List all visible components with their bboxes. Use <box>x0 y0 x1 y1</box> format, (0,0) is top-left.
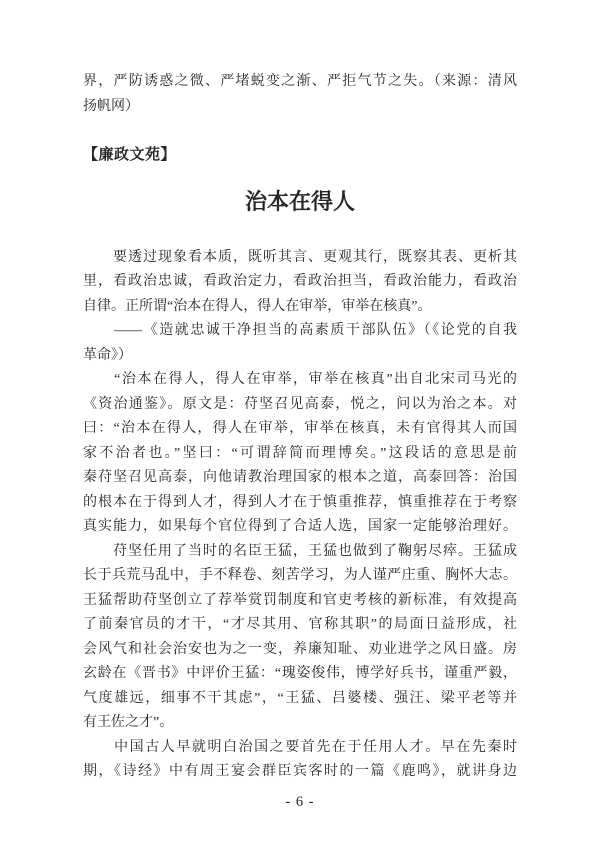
text-line: “治本在得人，得人在审举，审举在核真”出自北宋司马光的 <box>83 372 517 387</box>
text-line: 曰：“治本在得人，得人在审举，审举在核真，未有官得其人而国 <box>83 421 517 436</box>
text-line: 了前秦官员的才干，“才尽其用、官称其职”的局面日益形成，社 <box>83 617 517 632</box>
article-title: 治本在得人 <box>244 188 355 214</box>
text-line: 期，《诗经》中有周王宴会群臣宾客时的一篇《鹿鸣》，就讲身边 <box>83 764 517 779</box>
text-line: 里，看政治忠诚，看政治定力，看政治担当，看政治能力，看政治 <box>83 274 517 289</box>
text-line: 真实能力，如果每个官位得到了合适人选，国家一定能够治理好。 <box>83 519 517 534</box>
text-line: 王猛帮助苻坚创立了荐举赏罚制度和官吏考核的新标准，有效提高 <box>83 592 517 608</box>
text-line: 秦苻坚召见高泰，向他请教治理国家的根本之道，高泰回答：治国 <box>83 470 517 485</box>
blank-line <box>83 168 517 184</box>
text-line: 界，严防诱惑之微、严堵蜕变之渐、严拒气节之失。（来源：清风 <box>83 74 517 89</box>
text-line: 苻坚任用了当时的名臣王猛，王猛也做到了鞠躬尽瘁。王猛成 <box>83 543 517 559</box>
text-line: 扬帆网） <box>83 98 139 114</box>
blank-line <box>83 220 517 246</box>
text-line: 气度雄远，细事不干其虑”，“王猛、吕婆楼、强汪、梁平老等并 <box>83 690 517 706</box>
text-line: 中国古人早就明白治国之要首先在于任用人才。早在先秦时 <box>83 739 517 755</box>
page-number: - 6 - <box>285 793 315 810</box>
text-line: 的根本在于得到人才，得到人才在于慎重推荐，慎重推荐在于考察 <box>83 494 517 510</box>
article-body <box>83 246 517 785</box>
text-line: 家不治者也。”坚曰：“可谓辞简而理博矣。”这段话的意思是前 <box>83 445 517 461</box>
text-line: 自律。正所谓“治本在得人，得人在审举，审举在核真”。 <box>83 298 432 314</box>
text-line: 有王佐之才”。 <box>83 715 174 730</box>
text-line: ——《造就忠诚干净担当的高素质干部队伍》（《论党的自我 <box>83 323 517 338</box>
text-line: 革命》） <box>83 347 132 363</box>
paragraph-continuation <box>83 70 517 119</box>
text-line: 玄龄在《晋书》中评价王猛：“瑰姿俊伟，博学好兵书，谨重严毅， <box>83 666 517 681</box>
blank-line <box>83 119 517 143</box>
section-header: 【廉政文苑】 <box>83 147 177 163</box>
text-line: 会风气和社会治安也为之一变，养廉知耻、劝业进学之风日盛。房 <box>83 641 517 657</box>
text-line: 长于兵荒马乱中，手不释卷、刻苦学习，为人谨严庄重、胸怀大志。 <box>83 568 517 583</box>
text-line: 要透过现象看本质，既听其言、更观其行，既察其表、更析其 <box>83 249 517 265</box>
text-line: 《资治通鉴》。原文是：苻坚召见高泰，悦之，问以为治之本。对 <box>83 396 517 412</box>
